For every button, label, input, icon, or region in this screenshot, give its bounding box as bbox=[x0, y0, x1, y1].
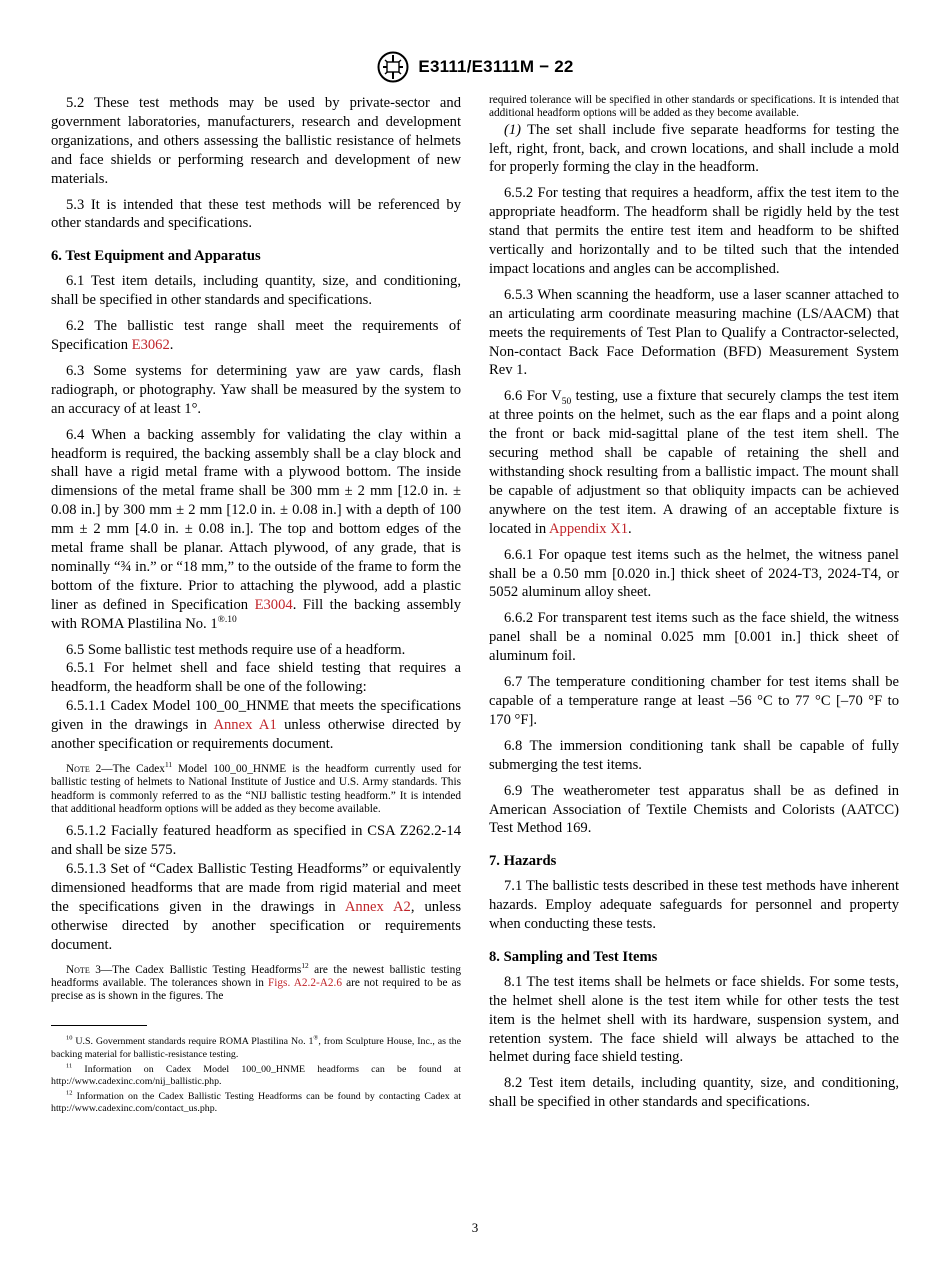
section-6-5-1: 6.5.1 For helmet shell and face shield testing that requires a headform, the headform shall be one of the following: bbox=[51, 660, 461, 696]
note-2-text: —The Cadex bbox=[101, 763, 165, 775]
section-5-2: 5.2 These test methods may be used by private-sector and government laboratories, manufacturers, research and development organizations, and others assessing the ballistic resistance of helmets and face shields or performing research and development of new materials. bbox=[51, 95, 461, 187]
section-6-2-text: 6.2 The ballistic test range shall meet the requirements of Specification bbox=[51, 318, 461, 353]
footnote-divider bbox=[51, 1025, 147, 1026]
footnote-10-number: 10 bbox=[66, 1035, 73, 1043]
note-3-text: —The Cadex Ballistic Testing Headforms bbox=[100, 963, 302, 976]
footnote-12-number: 12 bbox=[66, 1089, 73, 1097]
section-6-1: 6.1 Test item details, including quantity, size, and conditioning, shall be specified in other standards and specifications. bbox=[51, 273, 461, 309]
item-1-label: (1) bbox=[504, 121, 522, 138]
link-annex-a1[interactable]: Annex A1 bbox=[213, 717, 277, 734]
link-appendix-x1[interactable]: Appendix X1 bbox=[548, 520, 629, 537]
section-6-6-end: . bbox=[628, 520, 632, 537]
link-e3004[interactable]: E3004 bbox=[254, 596, 293, 613]
document-id: E3111/E3111M − 22 bbox=[418, 57, 574, 76]
section-6-2-end: . bbox=[169, 336, 174, 353]
section-6-6-1: 6.6.1 For opaque test items such as the helmet, the witness panel shall be a 0.50 mm [0.020 in.] thick sheet of 2024-T3, 2024-T4, or 5052 aluminum alloy sheet. bbox=[489, 546, 899, 601]
right-column bbox=[489, 94, 899, 1112]
section-6-6-2: 6.6.2 For transparent test items such as the face shield, the witness panel shall be a nominal 0.025 mm [0.001 in.] thick sheet of aluminum foil. bbox=[489, 610, 899, 665]
note-2-label: Note 2 bbox=[66, 763, 102, 775]
section-5-3: 5.3 It is intended that these test methods will be referenced by other standards and specifications. bbox=[51, 196, 461, 232]
section-7-1: 7.1 The ballistic tests described in these test methods have inherent hazards. Employ adequate safeguards for personnel and property when conducting these tests. bbox=[489, 878, 899, 933]
footnote-11-text: Information on Cadex Model 100_00_HNME headforms can be found at http://www.cadexinc.com/nij_ballistic.php. bbox=[51, 1063, 461, 1088]
item-1 bbox=[489, 121, 899, 178]
section-6-5-1-3-text: 6.5.1.3 Set of “Cadex Ballistic Testing Headforms” or equivalently dimensioned headforms that are made from rigid material and meet the specifications given in the drawings in bbox=[51, 861, 461, 915]
left-column bbox=[51, 94, 461, 1119]
page-header bbox=[0, 50, 950, 84]
section-6-5-1-3 bbox=[51, 860, 461, 955]
note-2 bbox=[51, 760, 462, 816]
heading-section-6: 6. Test Equipment and Apparatus bbox=[51, 248, 261, 265]
note-3-continued: required tolerance will be specified in other standards or specifications. It is intended that additional headform options will be added as they become available. bbox=[489, 94, 899, 120]
note-3-label: Note 3 bbox=[66, 963, 101, 976]
link-e3062[interactable]: E3062 bbox=[131, 336, 170, 353]
section-6-3: 6.3 Some systems for determining yaw are yaw cards, flash radiograph, or photography. Yaw shall be measured by the system to an accuracy of at least 1°. bbox=[51, 362, 461, 417]
section-6-6-text-2: testing, use a fixture that securely clamps the test item at three points on the helmet, such as the ear flaps and a point along the front or back mid-sagittal plane of the test item shell. The securing method shall be capable of retaining the shell and withstanding shock resulting from a ballistic impact. The mount shall be capable of adjustment so that obliquity impacts can be achieved anywhere on the test item. A drawing of an acceptable fixture is located in bbox=[489, 388, 899, 537]
section-6-4 bbox=[51, 426, 461, 634]
footnote-12-text: Information on the Cadex Ballistic Testing Headforms can be found by contacting Cadex at http://www.cadexinc.com/contact_us.php. bbox=[51, 1091, 461, 1115]
footnote-ref-12: 12 bbox=[301, 960, 309, 970]
footnote-10-text-2: , from Sculpture House, Inc., as the backing material for ballistic-resistance testing. bbox=[51, 1036, 461, 1060]
link-figs-a2-2-a2-6[interactable]: Figs. A2.2-A2.6 bbox=[267, 976, 343, 989]
section-6-4-text-2: . Fill the backing assembly with ROMA Plastilina No. 1 bbox=[51, 596, 462, 632]
section-6-2 bbox=[51, 317, 461, 355]
section-6-5-1-3-end: , unless otherwise directed by another specification or requirements document. bbox=[51, 898, 461, 953]
note-3 bbox=[51, 960, 462, 1004]
footnote-11 bbox=[51, 1064, 461, 1088]
footnote-ref-10: ®.10 bbox=[217, 614, 237, 625]
section-8-1: 8.1 The test items shall be helmets or face shields. For some tests, the helmet shell alone is the test item while for other tests the test item is the helmet shell with its hardware, suspension system, and retention system. The face shield will always be attached to the helmet during face shield testing. bbox=[489, 973, 899, 1066]
footnote-10-text: U.S. Government standards require ROMA Plastilina No. 1 bbox=[72, 1036, 314, 1048]
page-number: 3 bbox=[471, 1220, 479, 1235]
footnote-10 bbox=[51, 1036, 461, 1060]
section-6-5-1-1-end: unless otherwise directed by another specification or requirements document. bbox=[51, 717, 461, 753]
section-6-5: 6.5 Some ballistic test methods require use of a headform. bbox=[66, 641, 406, 658]
footnote-10-registered: ® bbox=[313, 1035, 319, 1043]
note-2-text-2: Model 100_00_HNME is the headform currently used for ballistic testing of helmets to National Institute of Justice and U.S. Army standards. This headform is commonly referred to as the “NIJ ballistic testing headform.” It is intended that additional headform options will be added as they become available. bbox=[51, 763, 462, 815]
section-6-4-text: 6.4 When a backing assembly for validating the clay within a headform is required, the backing assembly shall be a clay block and shall have a rigid metal frame with a plywood bottom. The inside dimensions of the metal frame shall be 300 mm ± 2 mm [12.0 in. ± 0.08 in.] by 300 mm ± 2 mm [12.0 in. ± 0.08 in.] with a depth of 100 mm ± 2 mm [4.0 in. ± 0.08 in.]. The top and bottom edges of the metal frame shall be planar. Attach plywood, of any grade, that is nominally “¾ in.” or “18 mm,” to the outside of the frame to form the bottom of the fixture. Prior to attaching the plywood, add a plastic liner as defined in Specification bbox=[51, 426, 461, 613]
v50-subscript: 50 bbox=[561, 397, 572, 408]
footnote-ref-11: 11 bbox=[164, 760, 173, 770]
item-1-text: The set shall include five separate headforms for testing the left, right, front, back, and crown locations, and shall include a mold for properly forming the clay in the headform. bbox=[489, 121, 899, 176]
section-6-5-1-1 bbox=[51, 697, 461, 754]
note-3-text-3: are not required to be as precise as is shown in the figures. The bbox=[51, 976, 462, 1003]
section-6-5-1-1-text: 6.5.1.1 Cadex Model 100_00_HNME that meets the specifications given in the drawings in bbox=[51, 698, 461, 734]
astm-logo-icon bbox=[376, 51, 410, 83]
footnote-11-number: 11 bbox=[66, 1062, 73, 1070]
section-6-5-1-2: 6.5.1.2 Facially featured headform as specified in CSA Z262.2-14 and shall be size 575. bbox=[51, 823, 461, 859]
section-6-5-2: 6.5.2 For testing that requires a headform, affix the test item to the appropriate headform. The headform shall be rigidly held by the test stand that permits the entire test item and headform to be shifted vertically and horizontally and to be tilted such that the intended impact locations and angles can be accomplished. bbox=[489, 185, 899, 277]
section-6-7: 6.7 The temperature conditioning chamber for test items shall be capable of a temperature range at least –56 °C to 77 °C [–70 °F to 170 °F]. bbox=[489, 674, 899, 728]
section-6-8: 6.8 The immersion conditioning tank shall be capable of fully submerging the test items. bbox=[489, 737, 899, 773]
section-6-9: 6.9 The weatherometer test apparatus shall be as defined in American Association of Textile Chemists and Colorists (AATCC) Test Method 169. bbox=[489, 782, 899, 837]
section-6-6 bbox=[489, 387, 899, 538]
link-annex-a2[interactable]: Annex A2 bbox=[344, 898, 411, 915]
section-6-6-text: 6.6 For V bbox=[504, 388, 562, 405]
section-8-2: 8.2 Test item details, including quantity, size, and conditioning, shall be specified in other standards and specifications. bbox=[489, 1075, 899, 1111]
note-3-text-2: are the newest ballistic testing headforms available. The tolerances shown in bbox=[51, 963, 461, 989]
footnote-12 bbox=[51, 1091, 461, 1115]
section-6-5-3: 6.5.3 When scanning the headform, use a laser scanner attached to an articulating arm coordinate measuring machine (LS/AACM) that meets the requirements of Test Plan to Qualify a Contractor-selected, Non-contact Back Face Deformation (BFD) Measurement System Rev 1. bbox=[489, 286, 899, 379]
heading-section-7: 7. Hazards bbox=[489, 853, 557, 870]
heading-section-8: 8. Sampling and Test Items bbox=[489, 948, 658, 965]
